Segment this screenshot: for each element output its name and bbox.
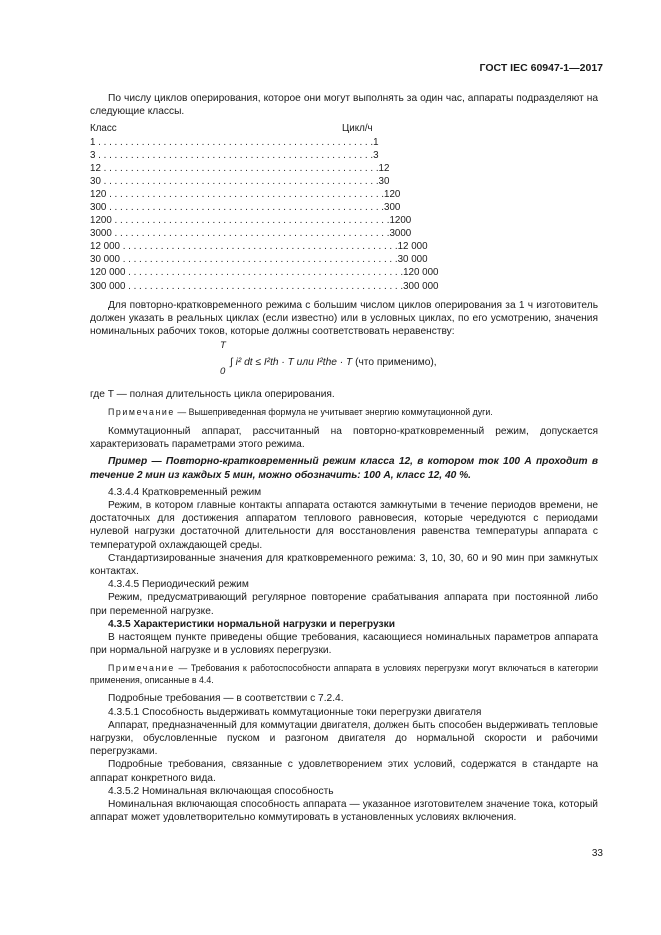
integral-upper-limit: T [220,340,226,352]
class-value: 120 . . . . . . . . . . . . . . . . . . . . . . . . . . . . . . . . . . . . . . . . . . . . . . . . . . . [90,188,384,200]
cycle-value: 120 000 [403,267,439,279]
standard-header: ГОСТ IEC 60947-1—2017 [479,62,603,74]
detail-requirements-paragraph: Подробные требования — в соответствии с 7.2.4. [108,693,344,705]
integral-lower-limit: 0 [220,366,226,378]
formula-body: ∫ i² dt ≤ I²th · T или I²the · T [230,357,353,369]
class-value: 300 000 . . . . . . . . . . . . . . . . . . . . . . . . . . . . . . . . . . . . . . . . . . . . . . . . . . . [90,280,404,292]
cycle-value: 3 [373,149,379,161]
class-table-row [90,136,390,149]
intro-paragraph: По числу циклов оперирования, которое они могут выполнять за один час, аппараты подразделяют на следующие классы. [90,93,598,118]
class-table-rows [90,136,439,293]
cycle-value: 30 [378,175,390,187]
class-table-row [90,227,412,240]
cycle-value: 300 [384,201,401,213]
class-table-row [90,240,428,253]
class-value: 30 000 . . . . . . . . . . . . . . . . . . . . . . . . . . . . . . . . . . . . . . . . . . . . . . . . . . . [90,254,398,266]
note-2-text: — Требования к работоспособности аппарата в условиях перегрузки могут включаться в категории применения, описанные в 4.4. [90,663,598,685]
cycle-value: 12 000 [397,241,428,253]
page-body [90,92,598,824]
class-table-row [90,201,401,214]
short-duty-paragraph-2: Стандартизированные значения для кратковременного режима: 3, 10, 30, 60 и 90 мин при замкнутых контактах. [90,552,598,577]
note-2 [90,663,598,686]
section-4351-paragraph-b: Подробные требования, связанные с удовлетворением этих условий, содержатся в стандарте на аппарат конкретного вида. [90,759,598,784]
cycle-value: 3000 [389,228,412,240]
where-t-paragraph: где T — полная длительность цикла оперирования. [90,389,335,401]
note-1-label: Примечание [108,407,175,418]
inequality-formula [90,340,598,386]
class-value: 3000 . . . . . . . . . . . . . . . . . . . . . . . . . . . . . . . . . . . . . . . . . . . . . . . . . . . [90,228,390,240]
cycle-value: 30 000 [397,254,428,266]
page-number: 33 [591,848,603,859]
periodic-duty-paragraph: Режим, предусматривающий регулярное повторение срабатывания аппарата при постоянной либо при переменной нагрузке. [90,592,598,617]
high-cycle-paragraph: Для повторно-кратковременного режима с большим числом циклов оперирования за 1 ч изготовитель должен указать в реальных циклах (если известно) или в условных циклах, по его усмотрению, значения номинальных рабочих токов, которые должны соответствовать неравенству: [90,299,598,338]
class-table-row [90,214,412,227]
class-table-row [90,188,401,201]
class-value: 30 . . . . . . . . . . . . . . . . . . . . . . . . . . . . . . . . . . . . . . . . . . . . . . . . . . . [90,175,379,187]
class-table-row [90,266,439,279]
class-table-row [90,175,390,188]
example-paragraph: Пример — Повторно-кратковременный режим класса 12, в котором ток 100 А проходит в течение 2 мин из каждых 5 мин, можно обозначить: 100 А, класс 12, 40 %. [90,456,598,481]
switching-paragraph: Коммутационный аппарат, рассчитанный на повторно-кратковременный режим, допускается характеризовать параметрами этого режима. [90,425,598,451]
cycle-value: 1200 [389,215,412,227]
class-table [90,122,439,292]
section-4345-heading: 4.3.4.5 Периодический режим [108,579,249,591]
section-4344-heading: 4.3.4.4 Кратковременный режим [108,486,262,498]
class-value: 1200 . . . . . . . . . . . . . . . . . . . . . . . . . . . . . . . . . . . . . . . . . . . . . . . . . . . [90,215,390,227]
integral-limits [220,340,226,377]
cycle-value: 12 [378,162,390,174]
class-table-row [90,253,428,266]
formula-expression [230,356,437,369]
section-435-heading: 4.3.5 Характеристики нормальной нагрузки и перегрузки [108,618,395,630]
cycle-value: 120 [384,188,401,200]
section-4352-paragraph: Номинальная включающая способность аппарата — указанное изготовителем значение тока, который аппарат может удовлетворительно коммутировать в установленных условиях включения. [90,799,598,824]
class-table-header [90,122,390,135]
note-1-text: — Вышеприведенная формула не учитывает энергию коммутационной дуги. [174,407,493,418]
short-duty-paragraph-1: Режим, в котором главные контакты аппарата остаются замкнутыми в течение периодов времени, не достаточных для достижения аппаратом теплового равновесия, которые чередуются с периодами нулевой нагрузки достаточной длительности для восстановления равенства температуры аппарата с температурой охлаждающей среды. [90,499,598,551]
cycle-value: 300 000 [403,280,439,292]
class-value: 1 . . . . . . . . . . . . . . . . . . . . . . . . . . . . . . . . . . . . . . . . . . . . . . . . . . . [90,136,374,148]
section-4352-heading: 4.3.5.2 Номинальная включающая способность [108,785,334,797]
note-2-label: Примечание [108,663,175,674]
cycle-value: 1 [373,136,379,148]
class-value: 120 000 . . . . . . . . . . . . . . . . . . . . . . . . . . . . . . . . . . . . . . . . . . . . . . . . . . . [90,267,404,279]
cycle-col-header: Цикл/ч [342,123,373,135]
class-value: 12 000 . . . . . . . . . . . . . . . . . . . . . . . . . . . . . . . . . . . . . . . . . . . . . . . . . . . [90,241,398,253]
class-value: 300 . . . . . . . . . . . . . . . . . . . . . . . . . . . . . . . . . . . . . . . . . . . . . . . . . . . [90,201,384,213]
section-4351-paragraph-a: Аппарат, предназначенный для коммутации двигателя, должен быть способен выдерживать тепловые нагрузки, обусловленные пуском и разгоном двигателя до нормальной скорости и рабочими перегрузками. [90,719,598,758]
class-col-header: Класс [90,123,117,135]
section-435-paragraph: В настоящем пункте приведены общие требования, касающиеся номинальных параметров аппарата при нормальной нагрузке и в условиях перегрузки. [90,631,598,657]
class-value: 12 . . . . . . . . . . . . . . . . . . . . . . . . . . . . . . . . . . . . . . . . . . . . . . . . . . . [90,162,379,174]
class-table-row [90,280,439,293]
section-4351-heading: 4.3.5.1 Способность выдерживать коммутационные токи перегрузки двигателя [108,706,482,718]
class-value: 3 . . . . . . . . . . . . . . . . . . . . . . . . . . . . . . . . . . . . . . . . . . . . . . . . . . . [90,149,374,161]
class-table-row [90,162,390,175]
note-1 [90,407,598,419]
class-table-row [90,149,390,162]
formula-tail: (что применимо), [355,357,437,369]
